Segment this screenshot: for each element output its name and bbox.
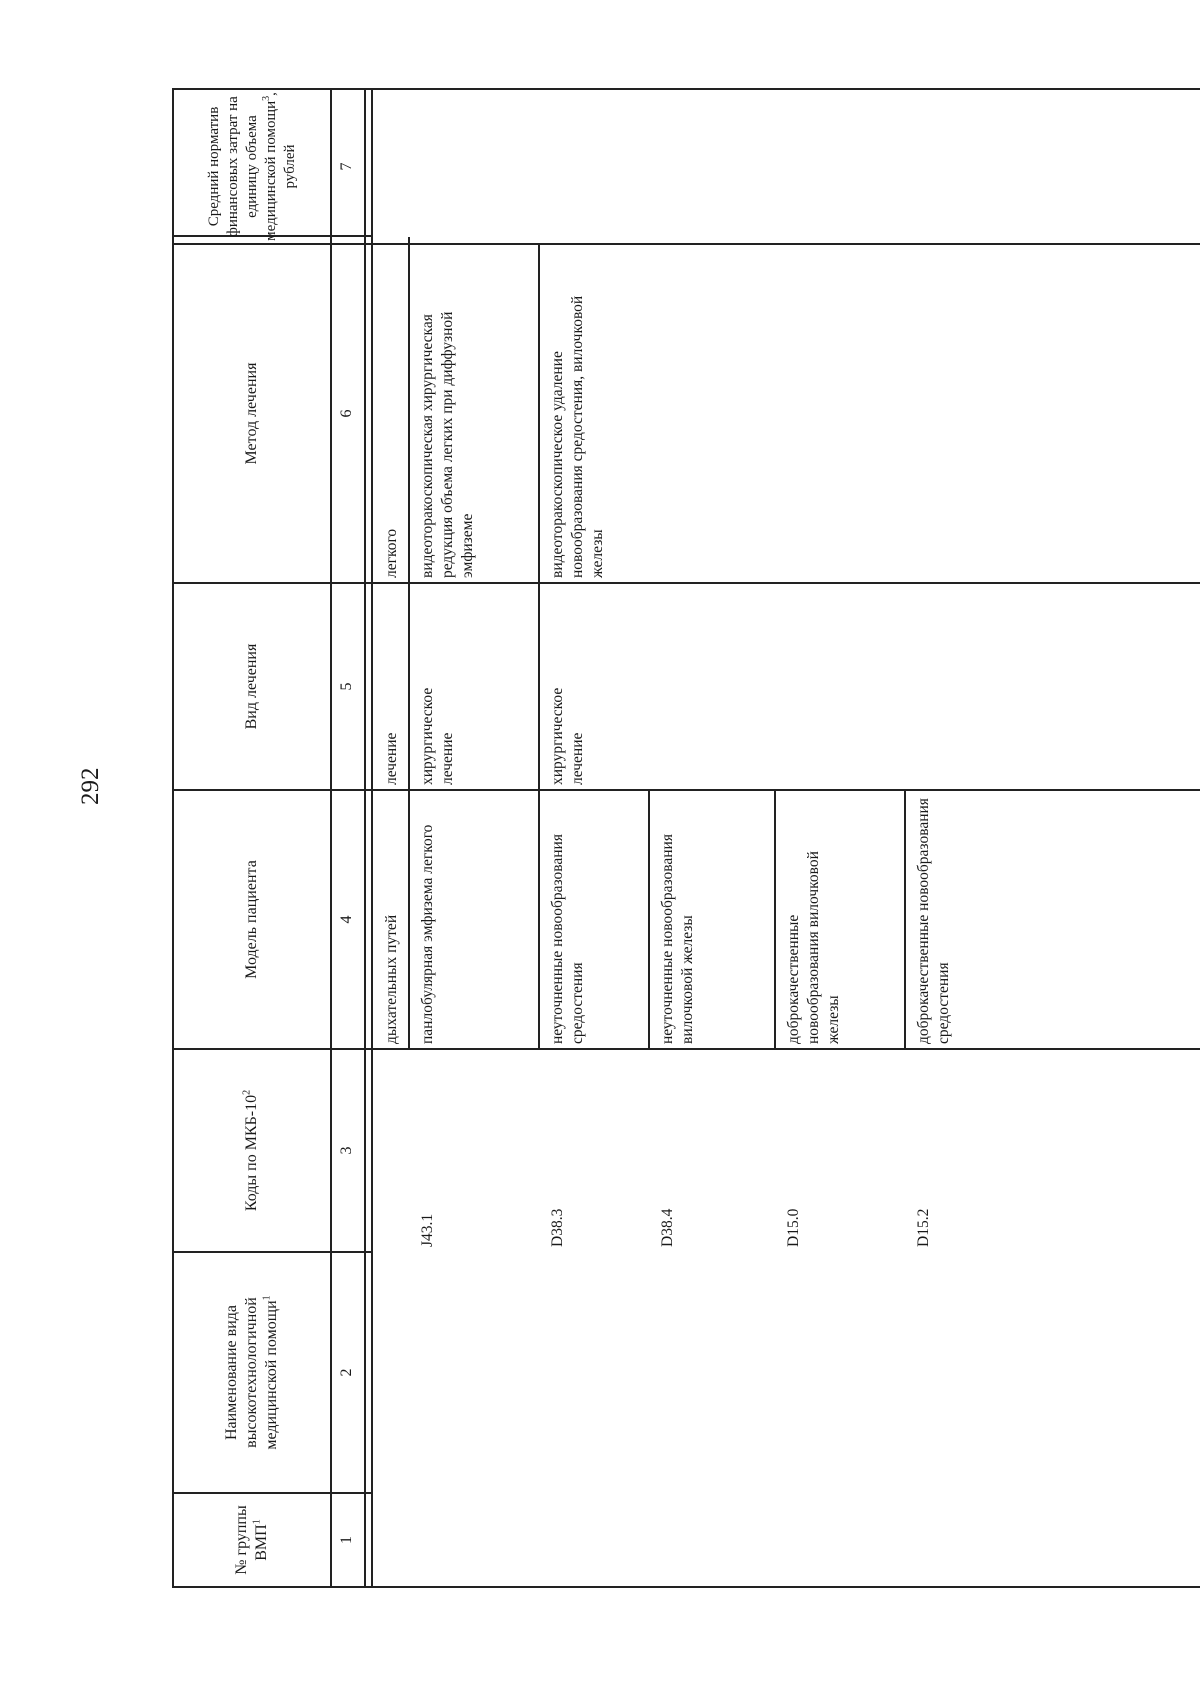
row-sep-4	[774, 791, 776, 1050]
column-number-2: 2	[338, 1368, 355, 1377]
header-patient-model-text: Модель пациента	[243, 860, 260, 979]
row-sep-2-a	[538, 244, 540, 1050]
cell-code-row-4: D15.0	[785, 1208, 802, 1247]
header-treatment-type	[174, 584, 330, 789]
header-separator	[330, 88, 332, 1588]
cell-model-row-5: доброкачественные новообразования средостения	[915, 798, 952, 1044]
cell-model-row-4: доброкачественные новообразования вилочковой железы	[785, 851, 842, 1044]
column-number-6: 6	[338, 409, 355, 418]
header-treatment-method	[174, 245, 330, 582]
cell-method-row-2: видеоторакоскопическое удаление новообразования средостения, вилочковой железы	[549, 295, 606, 578]
header-cost-norm	[174, 90, 330, 243]
cell-model-row-1: панлобулярная эмфизема легкого	[419, 824, 436, 1044]
rotated-table	[172, 88, 1200, 1588]
page-number: 292	[77, 767, 104, 805]
header-group-number-text: № группы ВМП	[233, 1505, 270, 1575]
cell-treatment-type-row-2: хирургическое лечение	[549, 687, 586, 785]
header-cost-norm-sup: 3	[260, 95, 272, 101]
header-vmp-name-sup: 1	[261, 1295, 273, 1301]
cell-code-row-2: D38.3	[549, 1208, 566, 1247]
column-number-1: 1	[338, 1536, 355, 1544]
table-border-left	[172, 1587, 1200, 1589]
cell-model-row-3: неуточненные новообразования вилочковой железы	[659, 834, 696, 1044]
row-sep-5	[904, 791, 906, 1050]
header-treatment-type-text: Вид лечения	[243, 643, 260, 730]
header-icd-codes	[174, 1050, 330, 1251]
header-icd-codes-sup: 2	[241, 1089, 253, 1095]
cell-code-row-5: D15.2	[915, 1208, 932, 1247]
cell-model-row-0: дыхательных путей	[383, 914, 400, 1044]
cell-treatment-type-row-1: хирургическое лечение	[419, 687, 456, 785]
cell-method-row-1: видеоторакоскопическая хирургическая редукция объема легких при диффузной эмфиземе	[419, 311, 476, 578]
row-sep-3	[648, 791, 650, 1050]
header-cost-norm-text: Средний норматив финансовых затрат на единицу объема медицинской помощи	[205, 96, 279, 241]
header-icd-codes-text: Коды по МКБ-10	[243, 1094, 260, 1212]
cell-code-row-3: D38.4	[659, 1208, 676, 1247]
column-number-3: 3	[338, 1146, 355, 1155]
header-group-number	[174, 1494, 330, 1586]
header-vmp-name-text: Наименование вида высокотехнологичной медицинской помощи	[223, 1297, 280, 1450]
number-row-separator	[364, 88, 366, 1588]
header-vmp-name	[174, 1253, 330, 1492]
number-row-separator-inner	[371, 88, 373, 1588]
cell-code-row-1: J43.1	[419, 1213, 436, 1247]
header-treatment-method-text: Метод лечения	[243, 362, 260, 465]
header-cost-norm-suffix: , рублей	[262, 92, 298, 189]
column-number-4: 4	[338, 915, 355, 924]
header-patient-model	[174, 791, 330, 1048]
row-sep-1-a	[408, 237, 410, 1050]
cell-method-row-0: легкого	[383, 528, 400, 578]
column-number-5: 5	[338, 682, 355, 691]
cell-model-row-2: неуточненные новообразования средостения	[549, 834, 586, 1044]
cell-treatment-type-row-0: лечение	[383, 732, 400, 785]
header-group-number-sup: 1	[251, 1519, 263, 1525]
column-number-7: 7	[338, 162, 355, 171]
